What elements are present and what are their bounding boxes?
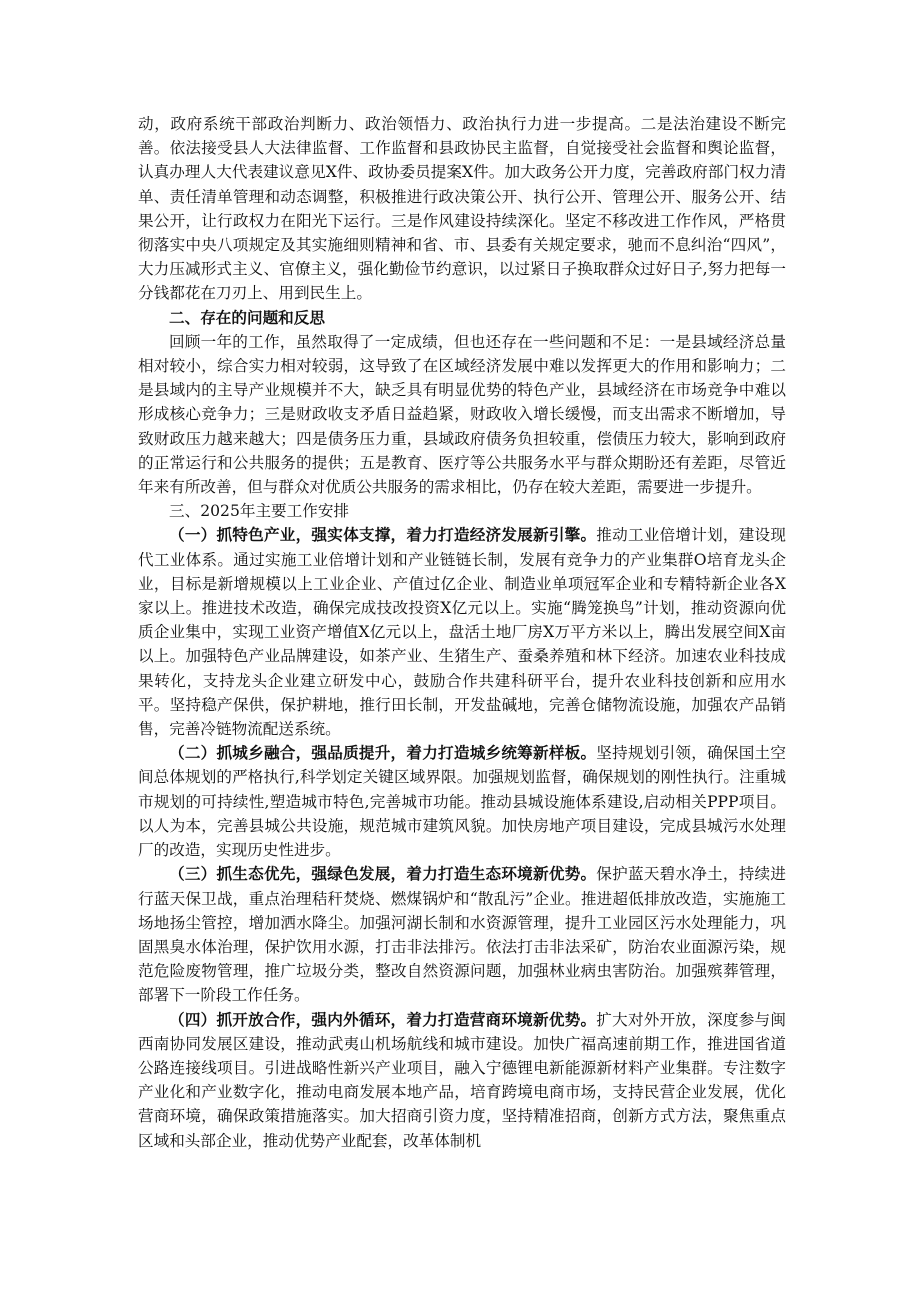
paragraph-plan-3 — [138, 862, 786, 1007]
plan-3-lead: （三）抓生态优先，强绿色发展，着力打造生态环境新优势。 — [169, 864, 597, 884]
paragraph-problems: 回顾一年的工作，虽然取得了一定成绩，但也还存在一些问题和不足：一是县域经济总量相对较小，综合实力相对较弱，这导致了在区域经济发展中难以发挥更大的作用和影响力；二是县域内的主导产业规模并不大，缺乏具有明显优势的特色产业，县域经济在市场竞争中难以形成核心竞争力；三是财政收支矛盾日益趋紧，财政收入增长缓慢，而支出需求不断增加，导致财政压力越来越大；四是债务压力重，县域政府债务负担较重，偿债压力较大，影响到政府的正常运行和公共服务的提供；五是教育、医疗等公共服务水平与群众期盼还有差距，尽管近年来有所改善，但与群众对优质公共服务的需求相比，仍存在较大差距，需要进一步提升。 — [138, 332, 786, 497]
plan-1-body: 推动工业倍增计划，建设现代工业体系。通过实施工业倍增计划和产业链链长制，发展有竞争力的产业集群O培育龙头企业，目标是新增规模以上工业企业、产值过亿企业、制造业单项冠军企业和专精特新企业各X家以上。推进技术改造，确保完成技改投资X亿元以上。实施“腾笼换鸟”计划，推动资源向优质企业集中，实现工业资产增值X亿元以上，盘活土地厂房X万平方米以上，腾出发展空间X亩以上。加强特色产业品牌建设，如茶产业、生猪生产、蚕桑养殖和林下经济。加速农业科技成果转化，支持龙头企业建立研发中心，鼓励合作共建科研平台，提升农业科技创新和应用水平。坚持稳产保供，保护耕地，推行田长制，开发盐碱地，完善仓储物流设施，加强农产品销售，完善冷链物流配送系统。 — [138, 526, 786, 739]
plan-1-lead: （一）抓特色产业，强实体支撑，着力打造经济发展新引擎。 — [169, 525, 597, 545]
section-heading-plans: 三、2025年主要工作安排 — [169, 502, 350, 521]
plan-2-lead: （二）抓城乡融合，强品质提升，着力打造城乡统筹新样板。 — [169, 743, 597, 763]
plan-4-lead: （四）抓开放合作，强内外循环，着力打造营商环境新优势。 — [169, 1009, 597, 1029]
document-page — [138, 112, 786, 1153]
plan-2-body: 坚持规划引领，确保国土空间总体规划的严格执行,科学划定关键区域界限。加强规划监督，确保规划的刚性执行。注重城市规划的可持续性,塑造城市特色,完善城市功能。推动县城设施体系建设,启动相关PPP项目。以人为本，完善县城公共设施，规范城市建筑风貌。加快房地产项目建设，完成县城污水处理厂的改造，实现历史性进步。 — [138, 744, 786, 860]
plan-4-body: 扩大对外开放，深度参与闽西南协同发展区建设，推动武夷山机场航线和城市建设。加快广福高速前期工作，推进国省道公路连接线项目。引进战略性新兴产业项目，融入宁德锂电新能源新材料产业集群。专注数字产业化和产业数字化，推动电商发展本地产品，培育跨境电商市场，支持民营企业发展，优化营商环境，确保政策措施落实。加大招商引资力度，坚持精准招商，创新方式方法，聚焦重点区域和头部企业，推动优势产业配套，改革体制机 — [138, 1010, 786, 1150]
plan-3-body: 保护蓝天碧水净土，持续进行蓝天保卫战，重点治理秸秆焚烧、燃煤锅炉和“散乱污”企业。推进超低排放改造，实施施工场地扬尘管控，增加洒水降尘。加强河湖长制和水资源管理，提升工业园区污水处理能力，巩固黑臭水体治理，保护饮用水源，打击非法排污。依法打击非法采矿，防治农业面源污染，规范危险废物管理，推广垃圾分类，整改自然资源问题，加强林业病虫害防治。加强殡葬管理，部署下一阶段工作任务。 — [138, 865, 786, 1005]
paragraph-plan-4 — [138, 1008, 786, 1153]
paragraph-plan-1 — [138, 523, 786, 741]
section-heading-problems: 二、存在的问题和反思 — [169, 307, 325, 327]
paragraph-continued: 动，政府系统干部政治判断力、政治领悟力、政治执行力进一步提高。二是法治建设不断完善。依法接受县人大法律监督、工作监督和县政协民主监督，自觉接受社会监督和舆论监督，认真办理人大代表建议意见X件、政协委员提案X件。加大政务公开力度，完善政府部门权力清单、责任清单管理和动态调整，积极推进行政决策公开、执行公开、管理公开、服务公开、结果公开，让行政权力在阳光下运行。三是作风建设持续深化。坚定不移改进工作作风，严格贯彻落实中央八项规定及其实施细则精神和省、市、县委有关规定要求，驰而不息纠治“四风”，大力压减形式主义、官僚主义，强化勤俭节约意识，以过紧日子换取群众过好日子,努力把每一分钱都花在刀刃上、用到民生上。 — [138, 115, 786, 303]
paragraph-plan-2 — [138, 741, 786, 862]
